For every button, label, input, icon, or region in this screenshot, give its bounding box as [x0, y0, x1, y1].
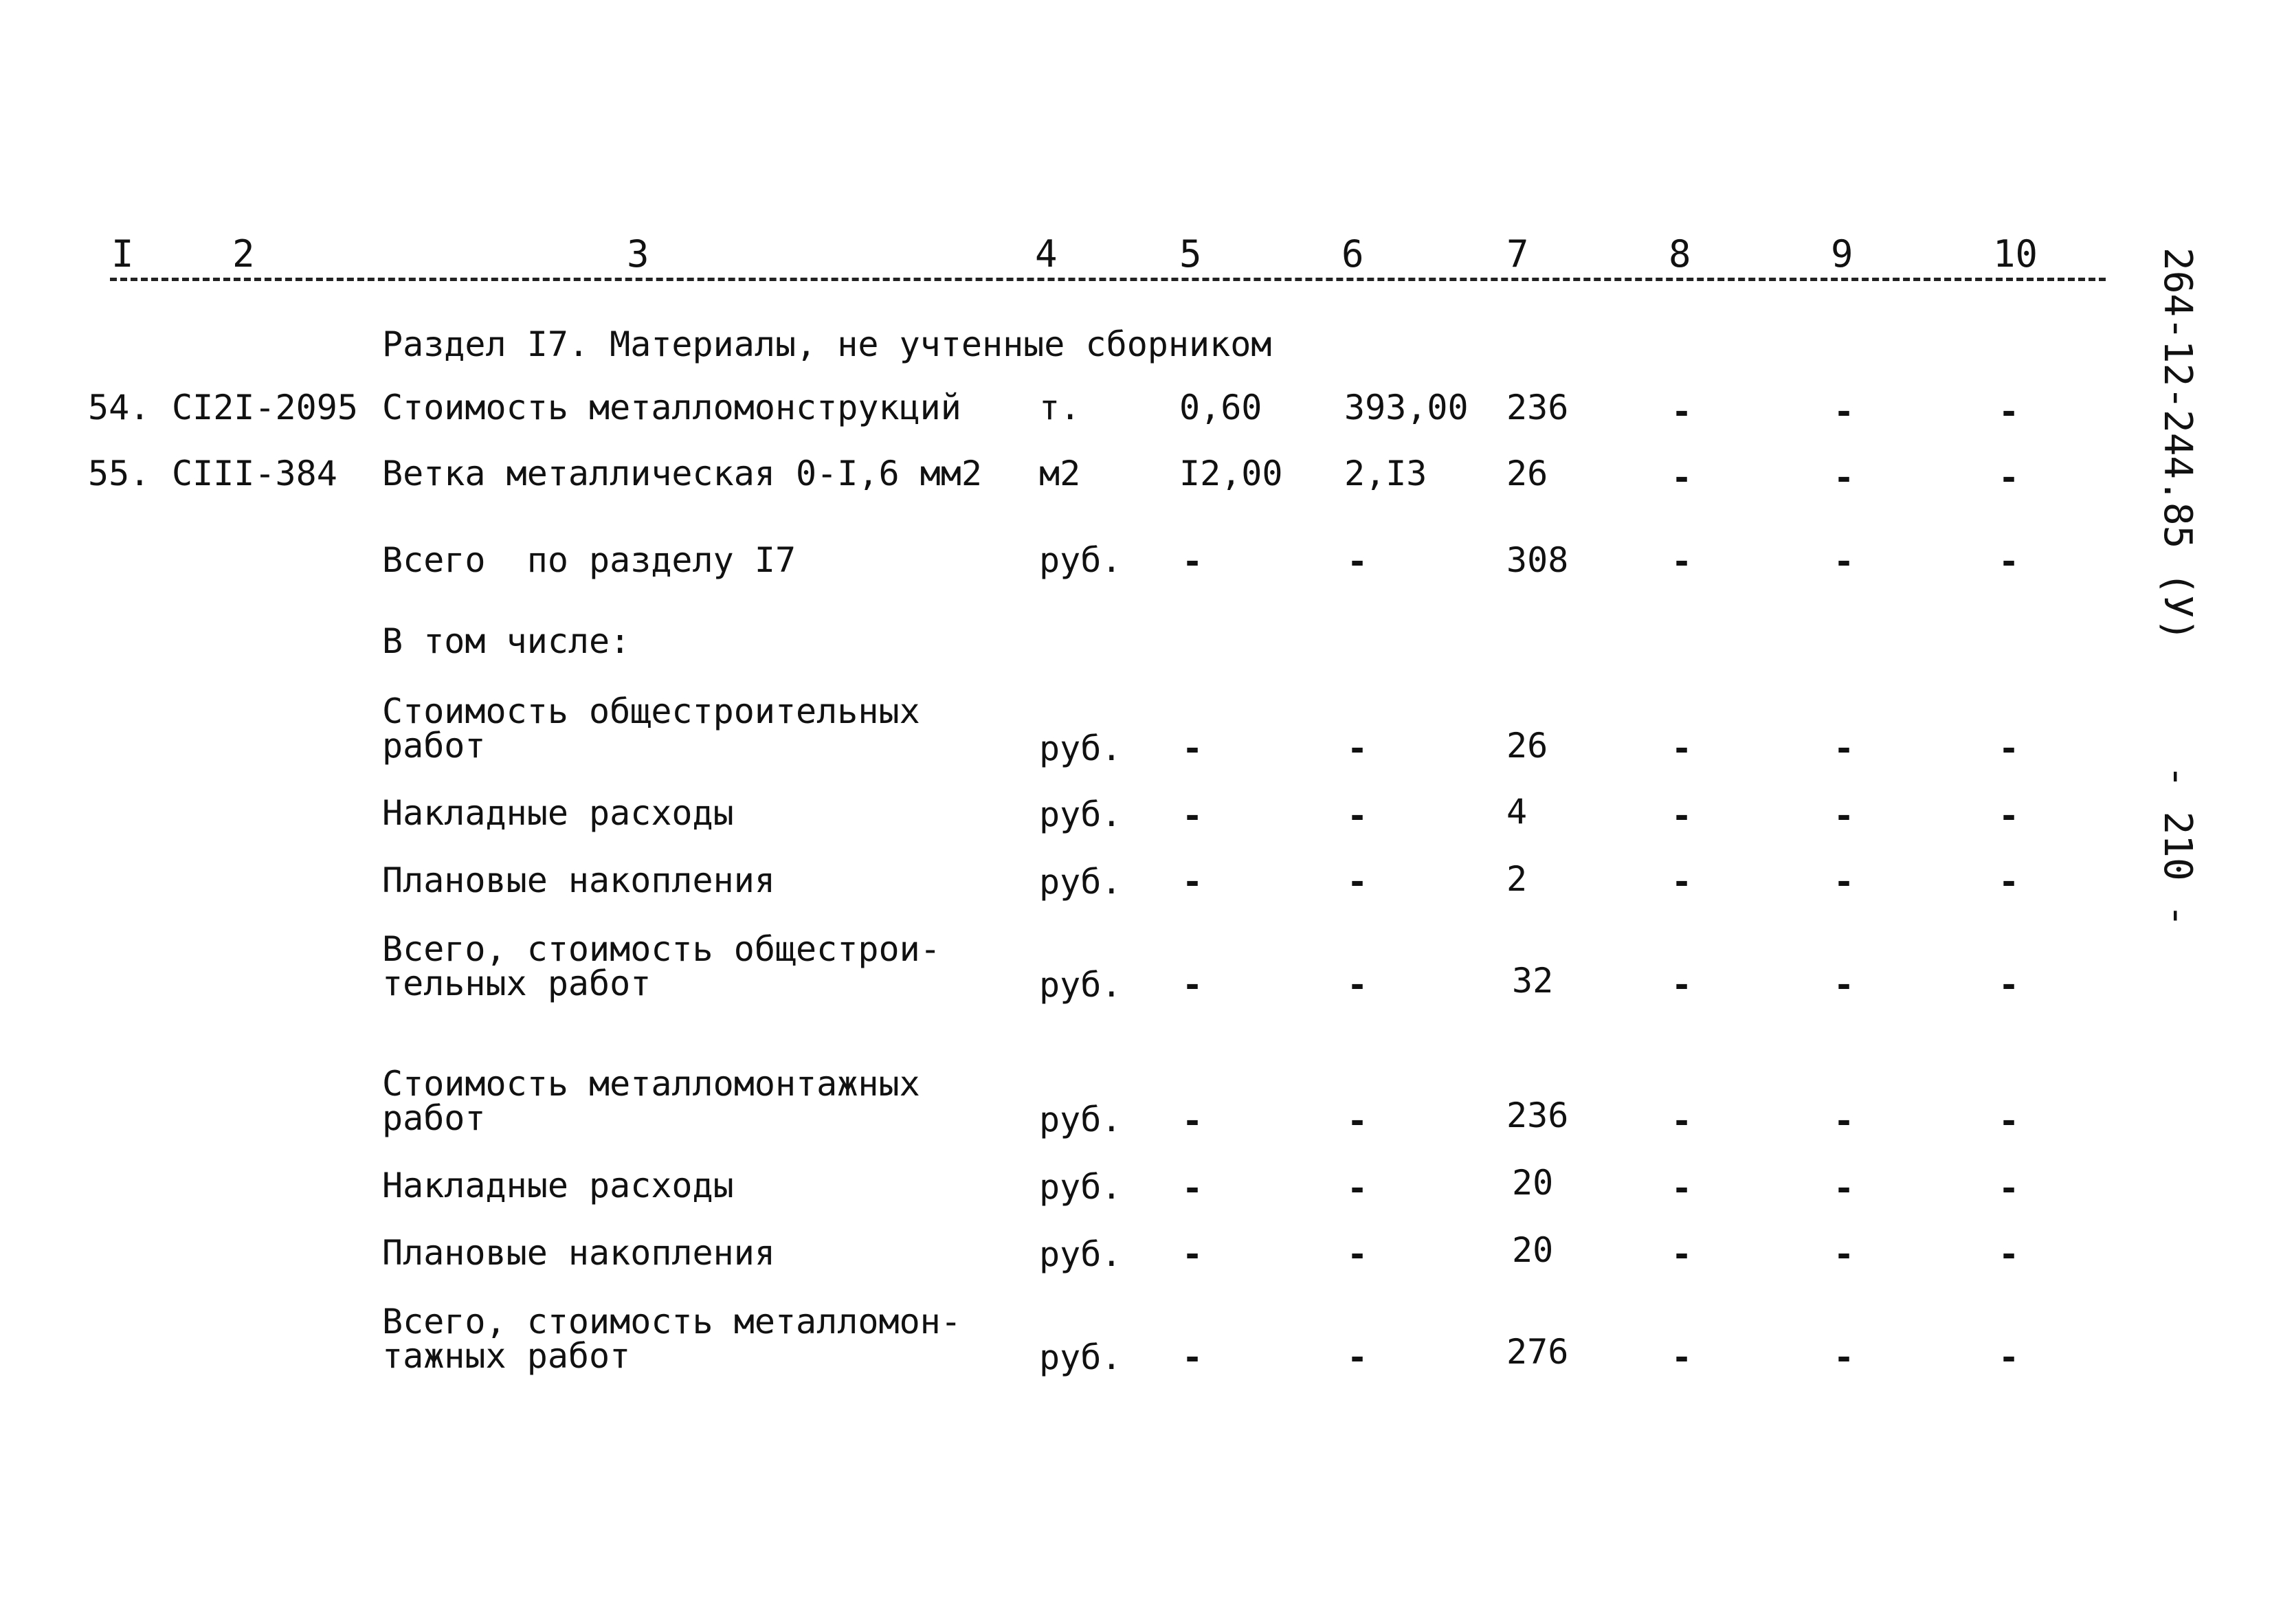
row-col10: - — [1998, 392, 2020, 432]
row-col8: - — [1671, 1234, 1693, 1274]
row-col6: - — [1347, 1101, 1368, 1141]
row-col7: 26 — [1506, 454, 1548, 493]
row-col7: 20 — [1512, 1163, 1554, 1203]
row-col5: 0,60 — [1179, 388, 1262, 427]
col-header-3: 3 — [627, 232, 649, 276]
row-description-line: Плановые накопления — [382, 1233, 775, 1273]
col-header-2: 2 — [232, 232, 255, 276]
row-description — [382, 1168, 734, 1203]
row-col8: - — [1671, 1168, 1693, 1208]
row-unit: руб. — [1039, 1234, 1122, 1274]
row-description — [382, 1233, 775, 1273]
row-col9: - — [1834, 1101, 1855, 1141]
row-col9: - — [1834, 458, 1855, 498]
row-col5: - — [1182, 542, 1203, 581]
row-description — [382, 691, 920, 766]
row-col6: - — [1347, 796, 1368, 836]
row-col9: - — [1834, 796, 1855, 836]
row-col7: 32 — [1512, 961, 1554, 1001]
row-col6: - — [1347, 1337, 1368, 1377]
row-col7: 4 — [1506, 792, 1528, 832]
page-number: - 210 - — [2155, 765, 2200, 928]
col-header-8: 8 — [1669, 232, 1691, 276]
header-divider — [110, 278, 2106, 281]
row-col6: - — [1347, 965, 1368, 1005]
row-col8: - — [1671, 458, 1693, 498]
row-description — [382, 456, 982, 491]
row-description-line: Плановые накопления — [382, 860, 775, 900]
row-description — [382, 1302, 961, 1376]
row-col9: - — [1834, 1234, 1855, 1274]
col-header-4: 4 — [1035, 232, 1058, 276]
row-col6: - — [1347, 1168, 1368, 1208]
row-col9: - — [1834, 965, 1855, 1005]
row-col8: - — [1671, 862, 1693, 902]
row-description-line: В том числе: — [382, 621, 631, 661]
row-col5: - — [1182, 862, 1203, 902]
row-col5: I2,00 — [1179, 454, 1283, 493]
row-col10: - — [1998, 965, 2020, 1005]
row-col6: 2,I3 — [1344, 454, 1427, 493]
row-unit: руб. — [1039, 794, 1122, 834]
row-unit: руб. — [1039, 1337, 1122, 1377]
row-description-line: Накладные расходы — [382, 1166, 734, 1205]
row-col10: - — [1998, 458, 2020, 498]
row-code: CI2I-2095 — [172, 388, 358, 427]
row-col5: - — [1182, 1168, 1203, 1208]
row-description — [382, 540, 797, 580]
row-description-line: Всего по разделу I7 — [382, 540, 797, 580]
document-code: 264-12-244.85 (У) — [2155, 247, 2200, 642]
col-header-1: I — [111, 232, 134, 276]
row-unit: руб. — [1039, 728, 1122, 768]
row-description — [382, 390, 961, 425]
row-col8: - — [1671, 1337, 1693, 1377]
row-description-line: Накладные расходы — [382, 793, 734, 833]
row-unit: м2 — [1039, 454, 1081, 493]
row-code: CIII-384 — [172, 454, 337, 493]
row-col6: - — [1347, 728, 1368, 768]
row-col8: - — [1671, 392, 1693, 432]
row-col7: 20 — [1512, 1230, 1554, 1270]
row-unit: руб. — [1039, 1100, 1122, 1139]
row-col8: - — [1671, 965, 1693, 1005]
row-col8: - — [1671, 1101, 1693, 1141]
row-description-line: работ — [382, 1098, 486, 1138]
row-unit: руб. — [1039, 862, 1122, 902]
side-label — [2155, 247, 2199, 927]
row-col10: - — [1998, 1337, 2020, 1377]
row-col9: - — [1834, 542, 1855, 581]
row-description-line: Стоимость общестроительных — [382, 691, 920, 731]
row-description — [382, 929, 941, 1003]
row-col8: - — [1671, 728, 1693, 768]
col-header-5: 5 — [1179, 232, 1202, 276]
section-title: Раздел I7. Материалы, не учтенные сборником — [382, 324, 1272, 364]
row-col7: 276 — [1506, 1332, 1569, 1372]
row-col9: - — [1834, 1337, 1855, 1377]
row-description — [382, 1064, 920, 1138]
row-col5: - — [1182, 1101, 1203, 1141]
row-col10: - — [1998, 728, 2020, 768]
row-description-line: работ — [382, 726, 486, 766]
row-col7: 236 — [1506, 1095, 1569, 1135]
row-description-line: Стоимость металломонструкций — [382, 388, 961, 427]
row-col10: - — [1998, 796, 2020, 836]
row-col10: - — [1998, 1101, 2020, 1141]
row-col8: - — [1671, 796, 1693, 836]
row-col9: - — [1834, 862, 1855, 902]
row-col7: 236 — [1506, 388, 1569, 427]
row-col10: - — [1998, 1234, 2020, 1274]
row-col6: - — [1347, 862, 1368, 902]
row-unit: руб. — [1039, 1167, 1122, 1207]
row-number: 55. — [88, 454, 151, 493]
row-col6: - — [1347, 542, 1368, 581]
row-col7: 2 — [1506, 859, 1528, 899]
row-col10: - — [1998, 1168, 2020, 1208]
row-description-line: Всего, стоимость общестрои- — [382, 929, 941, 969]
row-col5: - — [1182, 796, 1203, 836]
row-col5: - — [1182, 965, 1203, 1005]
row-unit: руб. — [1039, 965, 1122, 1005]
row-unit: т. — [1039, 388, 1081, 427]
row-col6: 393,00 — [1344, 388, 1469, 427]
col-header-7: 7 — [1506, 232, 1529, 276]
col-header-9: 9 — [1831, 232, 1853, 276]
row-unit: руб. — [1039, 540, 1122, 580]
row-col9: - — [1834, 728, 1855, 768]
row-col8: - — [1671, 542, 1693, 581]
row-description-line: Ветка металлическая 0-I,6 мм2 — [382, 454, 982, 493]
row-col7: 26 — [1506, 726, 1548, 766]
row-col5: - — [1182, 1337, 1203, 1377]
row-col9: - — [1834, 392, 1855, 432]
row-description-line: тажных работ — [382, 1336, 631, 1376]
row-col5: - — [1182, 1234, 1203, 1274]
row-description — [382, 860, 775, 900]
row-col9: - — [1834, 1168, 1855, 1208]
row-col10: - — [1998, 862, 2020, 902]
row-number: 54. — [88, 388, 151, 427]
col-header-6: 6 — [1341, 232, 1364, 276]
row-description — [382, 621, 631, 661]
row-description — [382, 793, 734, 833]
row-col10: - — [1998, 542, 2020, 581]
row-description-line: тельных работ — [382, 964, 651, 1003]
row-col6: - — [1347, 1234, 1368, 1274]
row-col7: 308 — [1506, 540, 1569, 580]
row-col5: - — [1182, 728, 1203, 768]
row-description-line: Стоимость металломонтажных — [382, 1064, 920, 1104]
row-description-line: Всего, стоимость металломон- — [382, 1302, 961, 1342]
col-header-10: 10 — [1993, 232, 2038, 276]
